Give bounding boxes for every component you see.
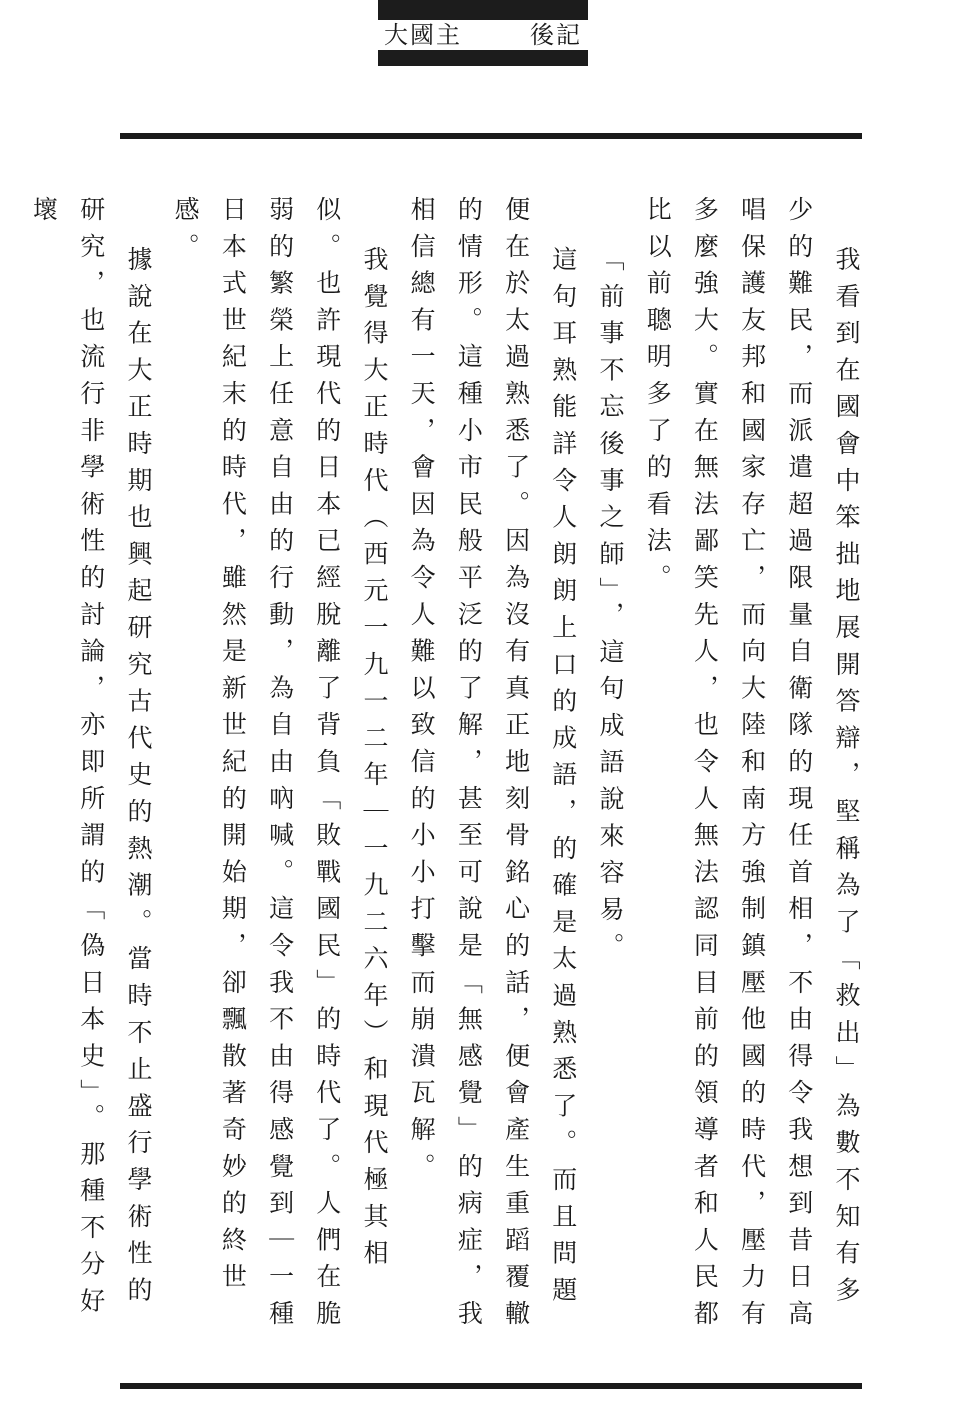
header-bar-bottom bbox=[378, 50, 588, 66]
bottom-rule bbox=[120, 1383, 862, 1389]
paragraph-1: 我看到在國會中笨拙地展開答辯，堅稱為了「救出」為數不知有多少的難民，而派遣超過限量自衛隊的現任首相，不由得令我想到昔日高唱保護友邦和國家存亡，而向大陸和南方強制鎮壓他國的時代，壓力有多麼強大。實在無法鄙笑先人，也令人無法認同目前的領導者和人民都比以前聰明多了的看法。 bbox=[643, 196, 861, 1337]
paragraph-2: 「前事不忘後事之師」，這句成語說來容易。 bbox=[595, 246, 625, 970]
section-title: 後記 bbox=[530, 21, 582, 49]
paragraph-5: 據說在大正時期也興起研究古代史的熱潮。當時不止盛行學術性的研究，也流行非學術性的討論，亦即所謂的「偽日本史」。那種不分好壞 bbox=[29, 196, 153, 1325]
top-rule bbox=[120, 133, 862, 139]
book-title: 大國主 bbox=[384, 21, 462, 49]
vertical-text-body bbox=[29, 196, 870, 1346]
running-header bbox=[378, 20, 588, 50]
header-bar-top bbox=[378, 0, 588, 20]
paragraph-3: 這句耳熟能詳令人朗朗上口的成語，的確是太過熟悉了。而且問題便在於太過熟悉了。因為沒有真正地刻骨銘心的話，便會產生重蹈覆轍的情形。這種小市民般平泛的了解，甚至可說是「無感覺」的病症，我相信總有一天，會因為令人難以致信的小小打擊而崩潰瓦解。 bbox=[407, 196, 578, 1337]
paragraph-4: 我覺得大正時代（西元一九一二年｜一九二六年）和現代極其相似。也許現代的日本已經脫離了背負「敗戰國民」的時代了。人們在脆弱的繁榮上任意自由的行動，為自由吶喊。這令我不由得感覺到｜一種日本式世紀末的時代，雖然是新世紀的開始期，卻飄散著奇妙的終世感。 bbox=[171, 196, 389, 1337]
